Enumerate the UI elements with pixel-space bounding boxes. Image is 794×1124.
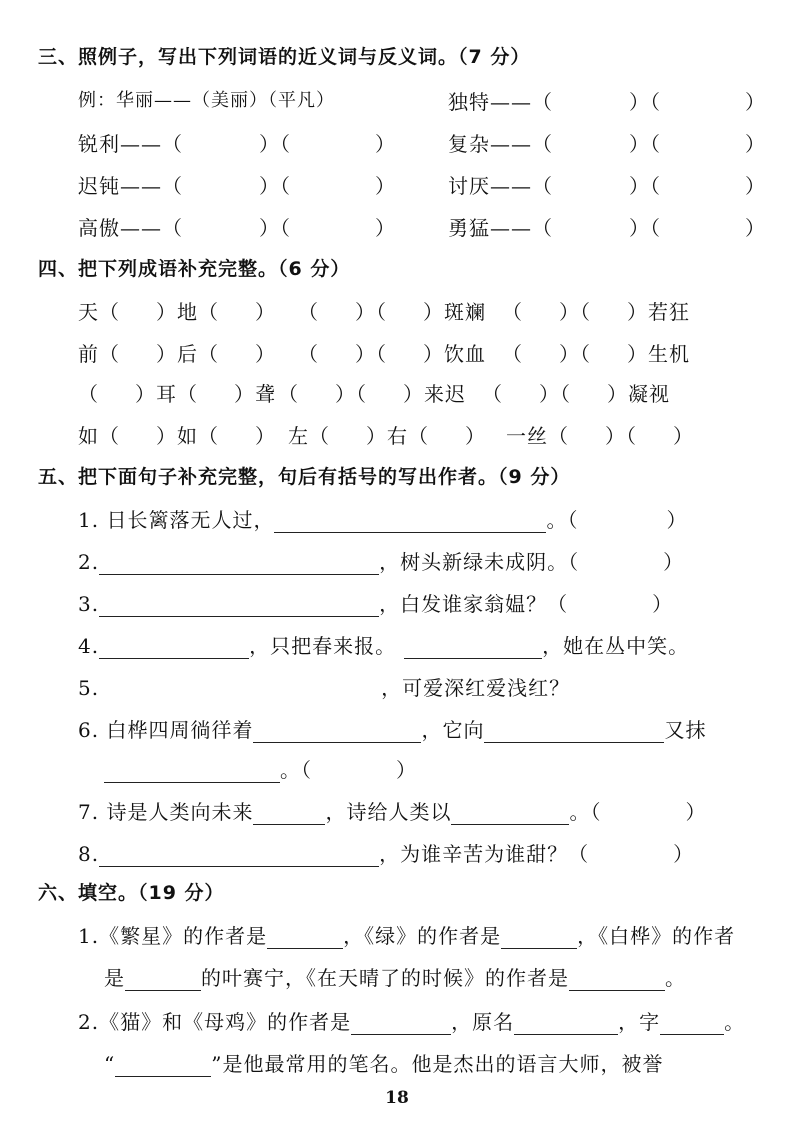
idiom-row: （ ）耳（ ）聋 （ ）（ ）来迟 （ ）（ ）凝视 xyxy=(78,382,670,406)
sentence-3: 3. ，白发谁家翁媪？（ ） xyxy=(78,592,674,616)
idiom-row: 前（ ）后（ ） （ ）（ ）饮血 （ ）（ ）生机 xyxy=(78,342,690,366)
synonym-row: 迟钝——（ ）（ ） xyxy=(78,174,396,198)
sentence-8: 8. ，为谁辛苦为谁甜？（ ） xyxy=(78,842,695,866)
page-number: 18 xyxy=(385,1088,409,1108)
section-3-heading: 三、照例子，写出下列词语的近义词与反义词。（7 分） xyxy=(38,46,531,68)
fill-question-1: 1.《繁星》的作者是 ，《绿》的作者是 ，《白桦》的作者 xyxy=(78,924,736,948)
sentence-6: 6. 白桦四周徜徉着 ，它向 又抹 xyxy=(78,718,707,742)
section-4-heading: 四、把下列成语补充完整。（6 分） xyxy=(38,258,351,280)
synonym-row: 锐利——（ ）（ ） xyxy=(78,132,396,156)
sentence-7: 7. 诗是人类向未来 ，诗给人类以 。（ ） xyxy=(78,800,707,824)
synonym-row: 高傲——（ ）（ ） xyxy=(78,216,396,240)
idiom-row: 天（ ）地（ ） （ ）（ ）斑斓 （ ）（ ）若狂 xyxy=(78,300,690,324)
fill-question-1-continued: 是 的叶赛宁，《在天晴了的时候》的作者是 。 xyxy=(104,966,686,990)
idiom-row: 如（ ）如（ ） 左（ ）右（ ） 一丝（ ）（ ） xyxy=(78,424,694,448)
fill-question-2: 2.《猫》和《母鸡》的作者是 ，原名 ，字 。 xyxy=(78,1010,746,1034)
sentence-1: 1. 日长篱落无人过， 。（ ） xyxy=(78,508,688,532)
synonym-row: 勇猛——（ ）（ ） xyxy=(448,216,766,240)
sentence-2: 2. ，树头新绿未成阴。（ ） xyxy=(78,550,685,574)
sentence-5: 5. ，可爱深红爱浅红？ xyxy=(78,676,571,700)
synonym-row: 复杂——（ ）（ ） xyxy=(448,132,766,156)
section-5-heading: 五、把下面句子补充完整，句后有括号的写出作者。（9 分） xyxy=(38,466,571,488)
sentence-6-continued: 。（ ） xyxy=(104,754,417,783)
fill-question-2-continued: “ ”是他最常用的笔名。他是杰出的语言大师，被誉 xyxy=(104,1052,664,1076)
example-line: 例：华丽——（美丽）（平凡） xyxy=(78,90,335,111)
sentence-4: 4. ，只把春来报。 ，她在丛中笑。 xyxy=(78,634,690,658)
section-6-heading: 六、填空。（19 分） xyxy=(38,882,225,904)
synonym-row: 独特——（ ）（ ） xyxy=(448,90,766,114)
synonym-row: 讨厌——（ ）（ ） xyxy=(448,174,766,198)
